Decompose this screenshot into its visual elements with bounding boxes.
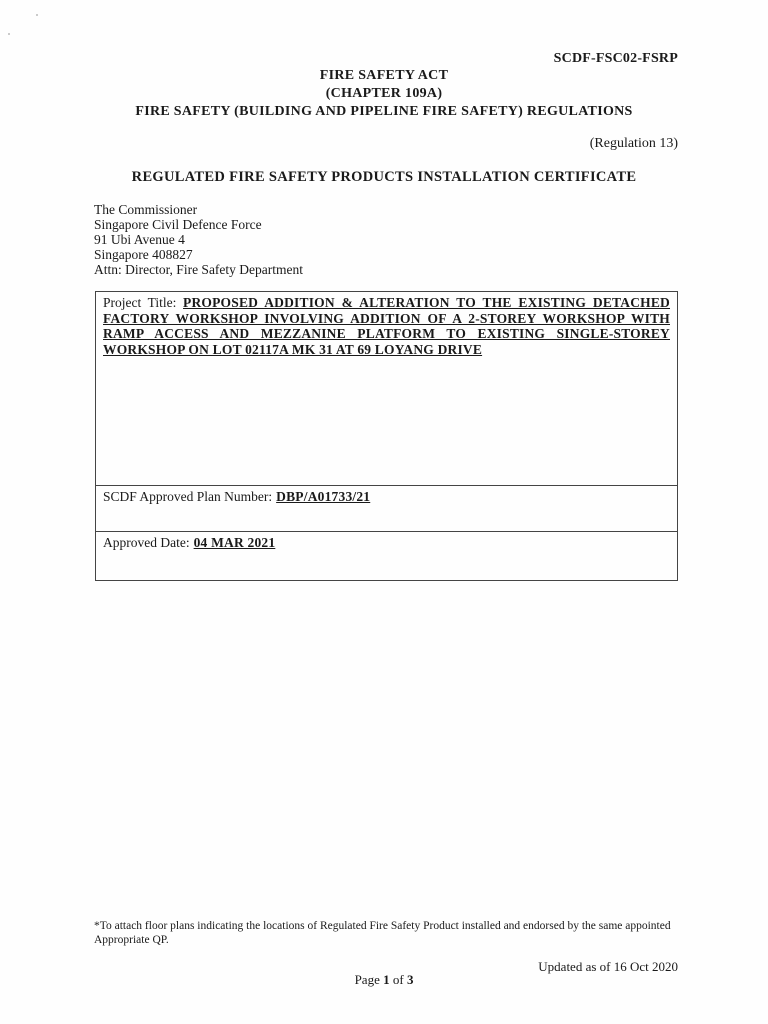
address-line: 91 Ubi Avenue 4 [94, 232, 185, 247]
approved-date-value: 04 MAR 2021 [193, 535, 276, 550]
footnote: *To attach floor plans indicating the locations of Regulated Fire Safety Product installed and endorsed by the same appointed Appropriate QP. [94, 920, 671, 946]
scan-speck [8, 33, 10, 35]
act-chapter: (CHAPTER 109A) [325, 86, 443, 101]
act-title: FIRE SAFETY ACT [319, 68, 449, 83]
page-total: 3 [406, 972, 414, 987]
project-title-label: Project Title: [103, 295, 177, 310]
project-title-value: PROPOSED ADDITION & ALTERATION TO THE EXISTING DETACHED FACTORY WORKSHOP INVOLVING ADDITION OF A 2-STOREY WORKSHOP WITH RAMP ACCESS AND MEZZANINE PLATFORM TO EXISTING SINGLE-STOREY WORKSHOP ON LOT 02117A MK 31 AT 69 LOYANG DRIVE [103, 295, 670, 357]
plan-number-box [95, 485, 678, 532]
project-title-field [103, 295, 670, 357]
regulations-title: FIRE SAFETY (BUILDING AND PIPELINE FIRE SAFETY) REGULATIONS [135, 104, 633, 119]
page-prefix: Page [354, 972, 384, 987]
approved-date-label: Approved Date: [103, 535, 190, 550]
address-line: The Commissioner [94, 202, 198, 217]
address-line: Singapore 408827 [94, 247, 193, 262]
form-code: SCDF-FSC02-FSRP [553, 51, 678, 66]
page-of: of [389, 972, 407, 987]
plan-number-label: SCDF Approved Plan Number: [103, 489, 273, 504]
plan-number-value: DBP/A01733/21 [276, 489, 371, 504]
page-current: 1 [383, 972, 390, 987]
updated-date: Updated as of 16 Oct 2020 [538, 959, 678, 974]
page-number [0, 972, 768, 988]
certificate-title: REGULATED FIRE SAFETY PRODUCTS INSTALLATION CERTIFICATE [131, 169, 637, 185]
approved-date-box [95, 531, 678, 581]
scan-speck [36, 14, 38, 16]
address-line: Attn: Director, Fire Safety Department [94, 262, 304, 277]
project-title-box [95, 291, 678, 486]
address-line: Singapore Civil Defence Force [94, 217, 262, 232]
regulation-reference: (Regulation 13) [589, 136, 678, 151]
